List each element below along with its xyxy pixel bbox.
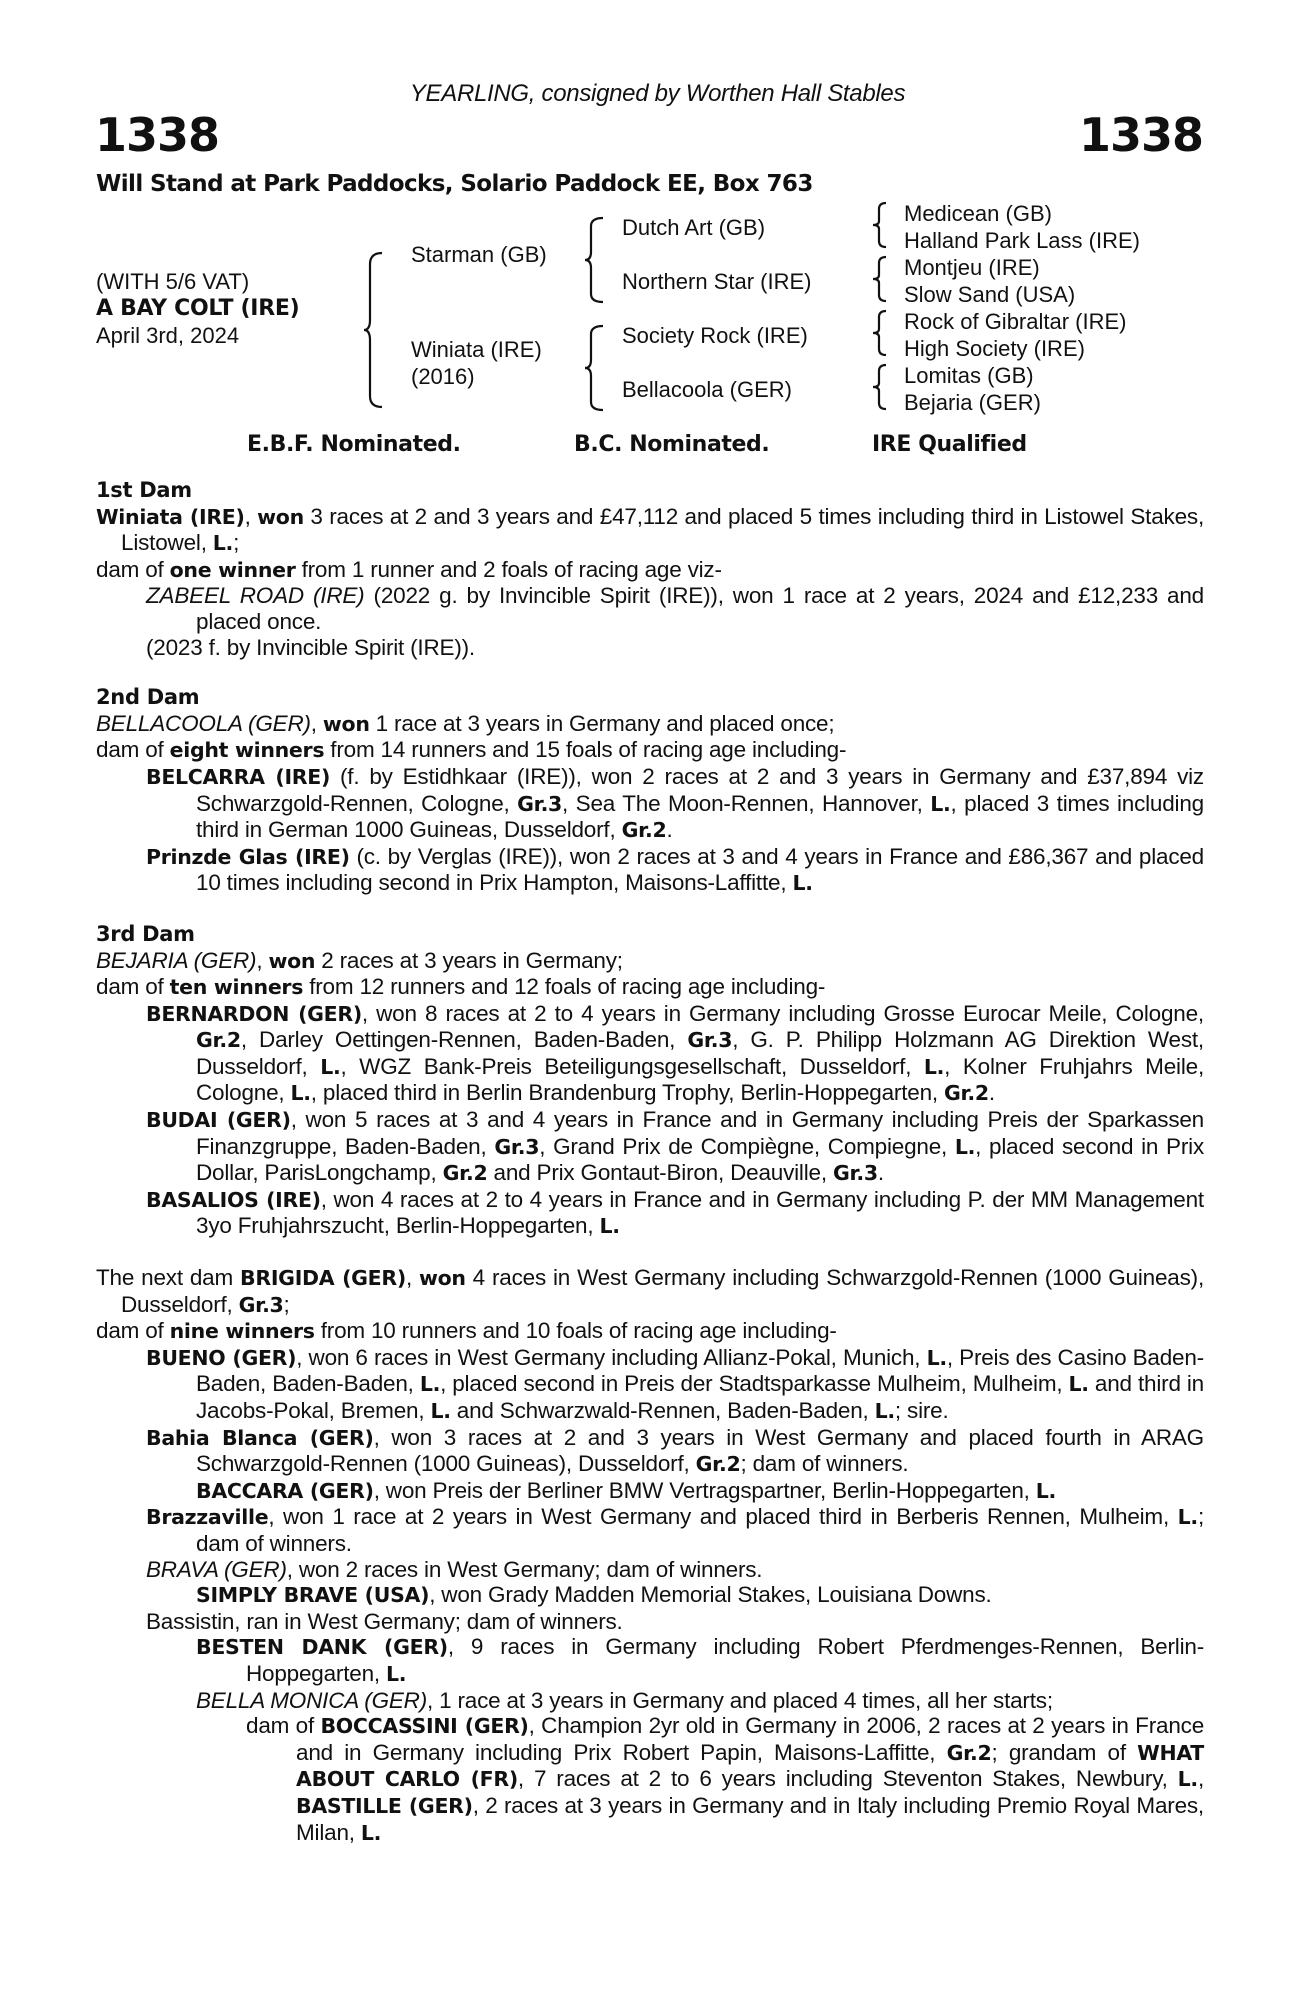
pedigree-entry [96,974,1204,1001]
text-run: , won Preis der Berliner BMW Vertragspartner, Berlin-Hoppegarten, [373,1477,1036,1503]
ebf-nominated-flag: E.B.F. Nominated. [247,432,461,457]
pedigree-entry [96,1713,1204,1846]
pedigree-entry [96,1557,1204,1583]
section-title: 2nd Dam [96,685,200,710]
text-run: from 12 runners and 12 foals of racing age including- [303,974,826,1000]
text-run: , won 6 races in West Germany including Allianz-Pokal, Munich, [296,1344,927,1370]
pedigree-entry [96,504,1204,557]
pedigree-entry [96,1478,1204,1505]
text-run: ; grandam of [991,1739,1138,1765]
text-run: , placed second in Preis der Stadtsparkasse Mulheim, Mulheim, [440,1371,1069,1397]
text-run: , 9 races in Germany including Robert Pferdmenges-Rennen, Berlin-Hoppegarten, [246,1634,1204,1686]
text-run: , WGZ Bank-Preis Beteiligungsgesellschaft, Dusseldorf, [340,1053,924,1079]
text-run: , Preis des Casino Baden-Baden, Baden-Baden, [196,1344,1204,1397]
text-run: , 1 race at 3 years in Germany and placed 4 times, all her starts; [427,1687,1053,1713]
text-run: , won 3 races at 2 and 3 years in West Germany and placed fourth in ARAG Schwarzgold-Rennen (1000 Guineas), Dusseldorf, [196,1424,1204,1477]
bold-text: L. [419,1372,441,1397]
text-run: , [1197,1766,1204,1792]
bold-text: BRIGIDA (GER) [240,1266,406,1291]
bold-text: won [322,711,370,736]
family-section [96,685,1204,897]
text-run: from 1 runner and 2 foals of racing age viz- [295,556,722,582]
italic-text: BEJARIA (GER) [96,947,257,973]
text-run: , Sea The Moon-Rennen, Hannover, [562,790,931,816]
text-run: , [244,503,258,529]
bold-text: WHAT ABOUT CARLO (FR) [296,1740,1204,1792]
text-run: (2023 f. by Invincible Spirit (IRE)). [146,634,475,660]
bold-text: BASALIOS (IRE) [146,1187,321,1212]
pedigree-gen3-entry: Halland Park Lass (IRE) [904,228,1140,253]
bold-text: L. [926,1345,947,1370]
text-run: 2 races at 3 years in Germany; [315,947,623,973]
pedigree-entry [96,948,1204,975]
bold-text: Gr.3 [238,1292,284,1317]
text-run: , Champion 2yr old in Germany in 2006, 2 races at 2 years in France and in Germany including Prix Robert Papin, Maisons-Laffitte, [296,1713,1205,1765]
text-run: (c. by Verglas (IRE)), won 2 races at 3 and 4 years in France and £86,367 and placed 10 times including second in Prix Hampton, Maisons-Laffitte, [196,843,1204,896]
text-run: , won 5 races at 3 and 4 years in France and in Germany including Preis der Sparkassen Finanzgruppe, Baden-Baden, [196,1107,1204,1159]
pedigree-entry [96,1504,1204,1556]
text-run: (2022 g. by Invincible Spirit (IRE)), won 1 race at 2 years, 2024 and £12,233 and placed once. [196,583,1204,634]
pedigree-dam-year: (2016) [411,364,475,389]
bold-text: BELCARRA (IRE) [146,764,331,789]
bold-text: L. [212,531,234,556]
pedigree-entry [96,1107,1204,1187]
bold-text: L. [599,1214,620,1239]
bc-nominated-flag: B.C. Nominated. [574,432,770,457]
text-run: The next dam [96,1265,241,1291]
bold-text: BOCCASSINI (GER) [320,1714,529,1739]
bold-text: Gr.3 [494,1134,540,1159]
pedigree-entry [96,737,1204,764]
text-run: , Kolner Fruhjahrs Meile, Cologne, [196,1053,1204,1106]
bold-text: Gr.2 [944,1081,989,1106]
bold-text: Gr.2 [196,1028,241,1053]
text-run: ; sire. [894,1398,949,1423]
vat-note: (WITH 5/6 VAT) [96,269,250,294]
bold-text: L. [954,1134,976,1159]
text-run: , [256,947,269,973]
bold-text: L. [874,1399,895,1423]
bold-text: L. [1035,1478,1057,1503]
horse-name: A BAY COLT (IRE) [96,296,300,321]
pedigree-gen3-entry: High Society (IRE) [904,336,1085,361]
bold-text: L. [923,1054,945,1079]
bold-text: Gr.2 [695,1452,741,1477]
pedigree-sire: Starman (GB) [411,242,547,267]
text-run: and third in Jacobs-Pokal, Bremen, [196,1371,1204,1423]
lot-number-left: 1338 [95,108,220,162]
text-run: , won 1 race at 2 years in West Germany and placed third in Berberis Rennen, Mulheim, [268,1504,1178,1530]
pedigree-entry [96,1318,1204,1345]
bold-text: L. [1177,1505,1198,1530]
bold-text: BERNARDON (GER) [146,1001,362,1026]
pedigree-entry [96,1265,1204,1318]
text-run: , placed 3 times including third in German 1000 Guineas, Dusseldorf, [196,790,1204,843]
pedigree-entry [96,1582,1204,1609]
ire-qualified-flag: IRE Qualified [872,432,1027,457]
family-history [96,478,1204,1871]
bold-text: BUDAI (GER) [146,1108,291,1133]
pedigree-entry [96,764,1204,844]
text-run: , 7 races at 2 to 6 years including Steventon Stakes, Newbury, [517,1766,1178,1792]
stand-location: Will Stand at Park Paddocks, Solario Paddock EE, Box 763 [96,171,813,197]
bold-text: won [268,948,316,973]
text-run: Bassistin, ran in West Germany; dam of winners. [146,1608,623,1634]
pedigree-dam-sire: Society Rock (IRE) [622,323,808,348]
bold-text: L. [930,791,951,816]
bold-text: BASTILLE (GER) [296,1793,473,1818]
pedigree-brace-dam [583,323,607,413]
pedigree-gen3-entry: Rock of Gibraltar (IRE) [904,309,1127,334]
text-run: dam of [96,556,170,582]
text-run: ; [283,1291,290,1317]
section-title: 1st Dam [96,478,192,502]
bold-text: Prinzde Glas (IRE) [146,844,350,869]
italic-text: ZABEEL ROAD (IRE) [146,583,365,609]
bold-text: nine winners [169,1319,315,1344]
italic-text: BELLACOOLA (GER) [96,710,311,736]
consignor-line: YEARLING, consigned by Worthen Hall Stables [409,80,906,107]
text-run: , [405,1265,419,1291]
bold-text: Gr.2 [946,1740,992,1765]
lot-number-right: 1338 [1078,108,1203,162]
text-run: ; [233,530,240,556]
bold-text: BACCARA (GER) [196,1478,374,1503]
bold-text: L. [386,1661,407,1686]
bold-text: L. [792,871,813,896]
text-run: , G. P. Philipp Holzmann AG Direktion West, Dusseldorf, [196,1027,1204,1079]
text-run: dam of [96,737,170,763]
italic-text: BRAVA (GER) [146,1556,287,1582]
pedigree-gen3-entry: Lomitas (GB) [904,363,1034,388]
pedigree-entry [96,1187,1204,1240]
text-run: , placed second in Prix Dollar, ParisLongchamp, [196,1133,1204,1186]
bold-text: Brazzaville [146,1505,269,1530]
text-run: , Grand Prix de Compiègne, Compiegne, [539,1133,955,1159]
pedigree-brace-gen3-2 [870,254,890,304]
text-run: , won 4 races at 2 to 4 years in France and in Germany including P. der MM Management 3yo Fruhjahrszucht, Berlin-Hoppegarten, [196,1186,1204,1239]
pedigree-entry [96,1634,1204,1687]
pedigree-gen3-entry: Slow Sand (USA) [904,282,1076,307]
bold-text: Bahia Blanca (GER) [146,1425,374,1450]
text-run: , placed third in Berlin Brandenburg Trophy, Berlin-Hoppegarten, [310,1080,945,1106]
text-run: , [310,710,323,736]
subject-block [96,268,299,349]
foaling-date: April 3rd, 2024 [96,323,240,348]
pedigree-dam: Winiata (IRE) [411,337,542,362]
pedigree-entry [96,711,1204,738]
bold-text: L. [320,1054,341,1079]
pedigree-entry [96,844,1204,897]
section-title: 3rd Dam [96,921,195,946]
text-run: (f. by Estidhkaar (IRE)), won 2 races at 2 and 3 years in Germany and £37,894 viz Schwarzgold-Rennen, Cologne, [196,763,1204,816]
pedigree-entry [96,1425,1204,1478]
pedigree-entry [96,1609,1204,1635]
text-run: from 14 runners and 15 foals of racing age including- [324,737,847,763]
pedigree-entry [96,635,1204,661]
pedigree-brace-gen3-4 [870,362,890,412]
pedigree-entry [96,583,1204,634]
text-run: and Schwarzwald-Rennen, Baden-Baden, [450,1398,875,1423]
pedigree-gen3-entry: Medicean (GB) [904,201,1052,226]
text-run: dam of [246,1713,321,1739]
family-section [96,478,1204,660]
bold-text: L. [360,1820,382,1845]
text-run: , won 2 races in West Germany; dam of winners. [286,1556,763,1582]
text-run: 3 races at 2 and 3 years and £47,112 and placed 5 times including third in Listowel Stakes, Listowel, [121,503,1204,556]
bold-text: Gr.3 [687,1028,733,1053]
pedigree-gen3-entry: Montjeu (IRE) [904,255,1040,280]
bold-text: L. [1177,1767,1198,1792]
bold-text: eight winners [169,738,325,763]
pedigree-dam-dam: Bellacoola (GER) [622,377,792,402]
text-run: , won Grady Madden Memorial Stakes, Louisiana Downs. [429,1582,992,1608]
pedigree-gen3-entry: Bejaria (GER) [904,390,1041,415]
text-run: , Darley Oettingen-Rennen, Baden-Baden, [240,1027,688,1053]
bold-text: BUENO (GER) [146,1345,297,1370]
family-section [96,1265,1204,1846]
pedigree-brace-sire [583,215,607,305]
text-run: and Prix Gontaut-Biron, Deauville, [487,1160,833,1186]
text-run: ; dam of winners. [196,1504,1204,1556]
bold-text: SIMPLY BRAVE (USA) [196,1583,430,1608]
bold-text: Gr.3 [832,1161,878,1186]
bold-text: Gr.2 [621,818,667,843]
bold-text: Gr.2 [442,1161,488,1186]
pedigree-brace-gen3-3 [870,308,890,358]
pedigree-entry [96,1001,1204,1107]
family-section [96,922,1204,1240]
text-run: dam of [96,1318,170,1344]
pedigree-brace-gen1 [362,250,386,410]
bold-text: Gr.3 [517,791,563,816]
pedigree-sire-sire: Dutch Art (GB) [622,215,766,240]
pedigree-entry [96,1345,1204,1425]
bold-text: won [418,1266,466,1291]
bold-text: Winiata (IRE) [96,504,245,529]
bold-text: one winner [169,557,296,582]
pedigree-sire-dam: Northern Star (IRE) [622,269,812,294]
text-run: from 10 runners and 10 foals of racing age including- [314,1318,837,1344]
bold-text: L. [290,1081,311,1106]
text-run: ; dam of winners. [740,1451,909,1477]
text-run: 4 races in West Germany including Schwarzgold-Rennen (1000 Guineas), Dusseldorf, [121,1265,1204,1317]
italic-text: BELLA MONICA (GER) [196,1687,428,1713]
bold-text: BESTEN DANK (GER) [196,1635,448,1660]
text-run: , won 8 races at 2 to 4 years in Germany including Grosse Eurocar Meile, Cologne, [361,1000,1204,1026]
pedigree-entry [96,1688,1204,1714]
text-run: 1 race at 3 years in Germany and placed once; [369,710,835,736]
text-run: , 2 races at 3 years in Germany and in Italy including Premio Royal Mares, Milan, [296,1792,1204,1845]
bold-text: won [257,504,304,529]
text-run: . [666,817,673,843]
bold-text: ten winners [169,975,304,1000]
bold-text: L. [1068,1372,1089,1397]
pedigree-entry [96,557,1204,584]
bold-text: L. [430,1399,451,1423]
pedigree-brace-gen3-1 [870,200,890,250]
text-run: . [988,1080,995,1106]
text-run: . [877,1160,884,1186]
text-run: dam of [96,974,170,1000]
